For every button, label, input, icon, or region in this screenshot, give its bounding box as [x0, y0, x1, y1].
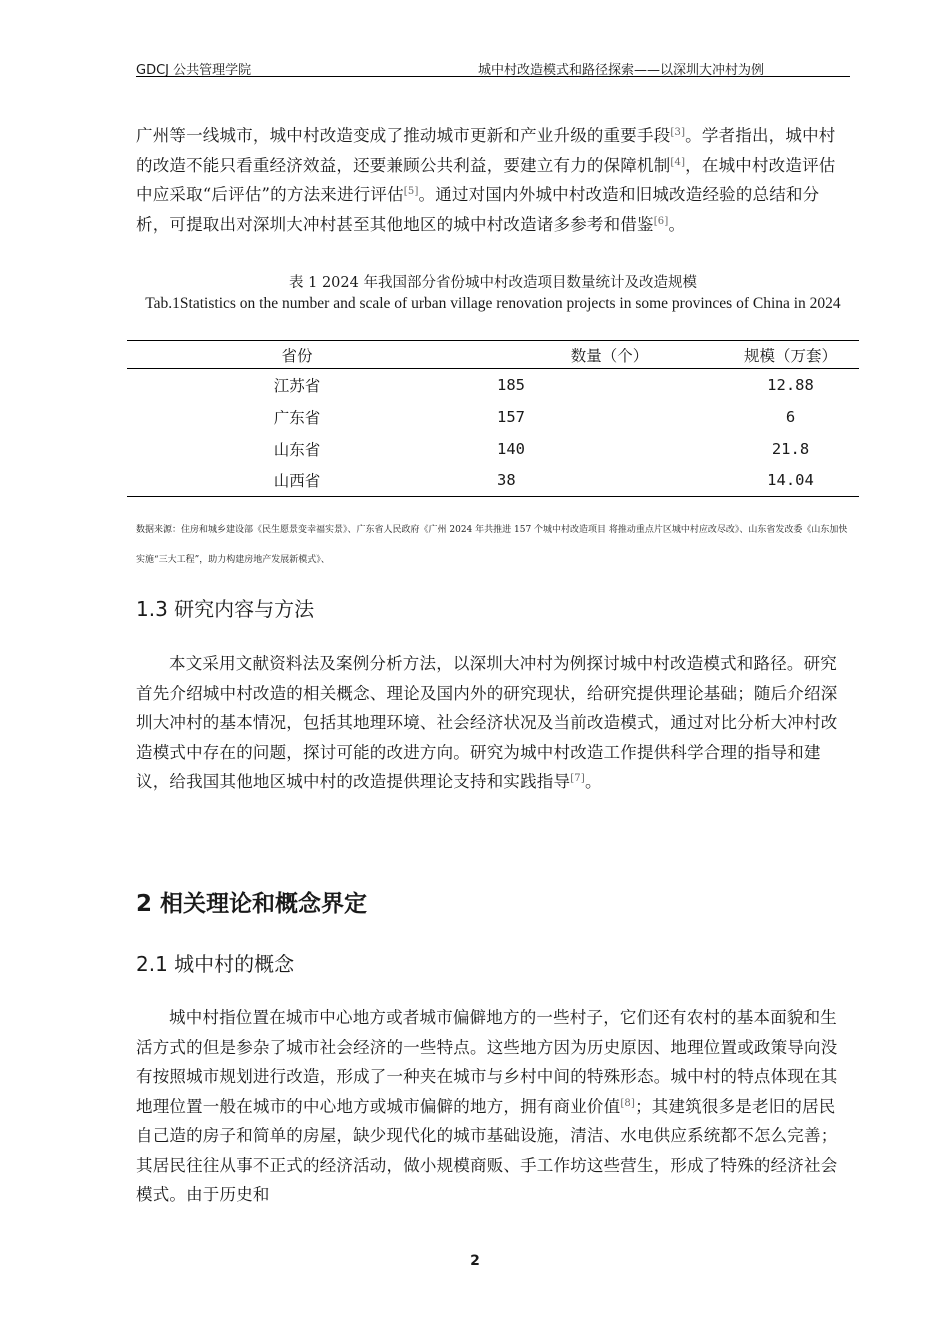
province-cell: 广东省: [273, 408, 321, 427]
province-cell: 山西省: [127, 465, 467, 497]
column-header-count: 数量（个）: [467, 341, 722, 369]
table-caption-english: Tab.1Statistics on the number and scale of urban village renovation projects in some provinces of China in 2024: [145, 295, 841, 312]
section-heading-1-3: 1.3 研究内容与方法: [136, 597, 315, 621]
page-number: 2: [470, 1253, 480, 1269]
paragraph-text: 。: [668, 214, 686, 234]
citation-ref: [4]: [670, 156, 686, 168]
citation-ref: [6]: [653, 215, 669, 227]
paragraph-text: 广州等一线城市，城中村改造变成了推动城市更新和产业升级的重要手段: [136, 126, 671, 145]
citation-ref: [7]: [570, 773, 585, 784]
column-header-province: 省份: [127, 341, 467, 369]
paragraph-text: 城中村指位置在城市中心地方或者城市偏僻地方的一些村子，它们还有农村的基本面貌和生活方式的但是参杂了城市社会经济的一些特点。这些地方因为历史原因、地理位置或政策导向没有按照城市规划进行改造，形成了一种夹在城市与乡村中间的特殊形态。城中村的特点体现在其地理位置一般在城市的中心地方或城市偏僻的地方，拥有商业价值: [136, 1008, 838, 1116]
province-renovation-table: [127, 340, 859, 497]
table-row: [127, 369, 859, 401]
chapter-heading-2: 2 相关理论和概念界定: [136, 891, 368, 917]
column-header-scale: 规模（万套）: [722, 341, 859, 369]
scale-cell: 21.8: [771, 439, 810, 458]
research-methods-paragraph: [136, 649, 850, 797]
table-row: [127, 433, 859, 465]
urban-village-concept-paragraph: [136, 1003, 850, 1210]
count-cell: 38: [467, 465, 722, 497]
paragraph-text: 本文采用文献资料法及案例分析方法，以深圳大冲村为例探讨城中村改造模式和路径。研究首先介绍城中村改造的相关概念、理论及国内外的研究现状，给研究提供理论基础；随后介绍深圳大冲村的基本情况，包括其地理环境、社会经济状况及当前改造模式，通过对比分析大冲村改造模式中存在的问题，探讨可能的改进方向。研究为城中村改造工作提供科学合理的指导和建议，给我国其他地区城中村的改造提供理论支持和实践指导: [136, 654, 838, 791]
citation-ref: [8]: [620, 1097, 636, 1109]
paragraph-text: ；其建筑很多是老旧的居民自己造的房子和简单的房屋，缺少现代化的城市基础设施，清洁、水电供应系统都不怎么完善；其居民往往从事不正式的经济活动，做小规模商贩、手工作坊这些营生，形成了特殊的经济社会模式。由于历史和: [136, 1096, 838, 1204]
header-divider: [136, 76, 850, 77]
province-cell: 山东省: [273, 440, 321, 459]
scale-cell: 6: [785, 407, 796, 426]
table-caption-chinese: 表 1 2024 年我国部分省份城中村改造项目数量统计及改造规模: [289, 275, 697, 291]
scale-cell: 14.04: [722, 465, 859, 497]
province-cell: 江苏省: [273, 376, 321, 395]
intro-paragraph: [136, 121, 850, 239]
citation-ref: [3]: [670, 127, 686, 138]
citation-ref: [5]: [403, 186, 419, 197]
count-cell: 157: [497, 407, 525, 426]
count-cell: 185: [497, 375, 525, 394]
table-row: [127, 401, 859, 433]
header-institution: GDCJ 公共管理学院: [136, 63, 252, 78]
paragraph-text: 。: [584, 772, 602, 791]
paragraph-text: ，在城中村改造评估中应采取“后评估”的方法来进行评估: [136, 155, 836, 204]
table-row: [127, 465, 859, 497]
table-data-source: 数据来源：住房和城乡建设部《民生愿景变幸福实景》、广东省人民政府《广州 2024 年共推进 157 个城中村改造项目 将推动重点片区城中村应改尽改》、山东省发改委《山东加快实施“三大工程”，助力构建房地产发展新模式》、: [136, 525, 848, 565]
paragraph-text: 。学者指出，城中村的改造不能只看重经济效益，还要兼顾公共利益，要建立有力的保障机制: [136, 126, 836, 175]
count-cell: 140: [497, 439, 525, 458]
scale-cell: 12.88: [767, 375, 814, 394]
table-header-row: [127, 341, 859, 369]
header-paper-title: 城中村改造模式和路径探索——以深圳大冲村为例: [478, 63, 765, 78]
paragraph-text: 。通过对国内外城中村改造和旧城改造经验的总结和分析，可提取出对深圳大冲村甚至其他地区的城中村改造诸多参考和借鉴: [136, 185, 820, 234]
section-heading-2-1: 2.1 城中村的概念: [136, 952, 295, 976]
